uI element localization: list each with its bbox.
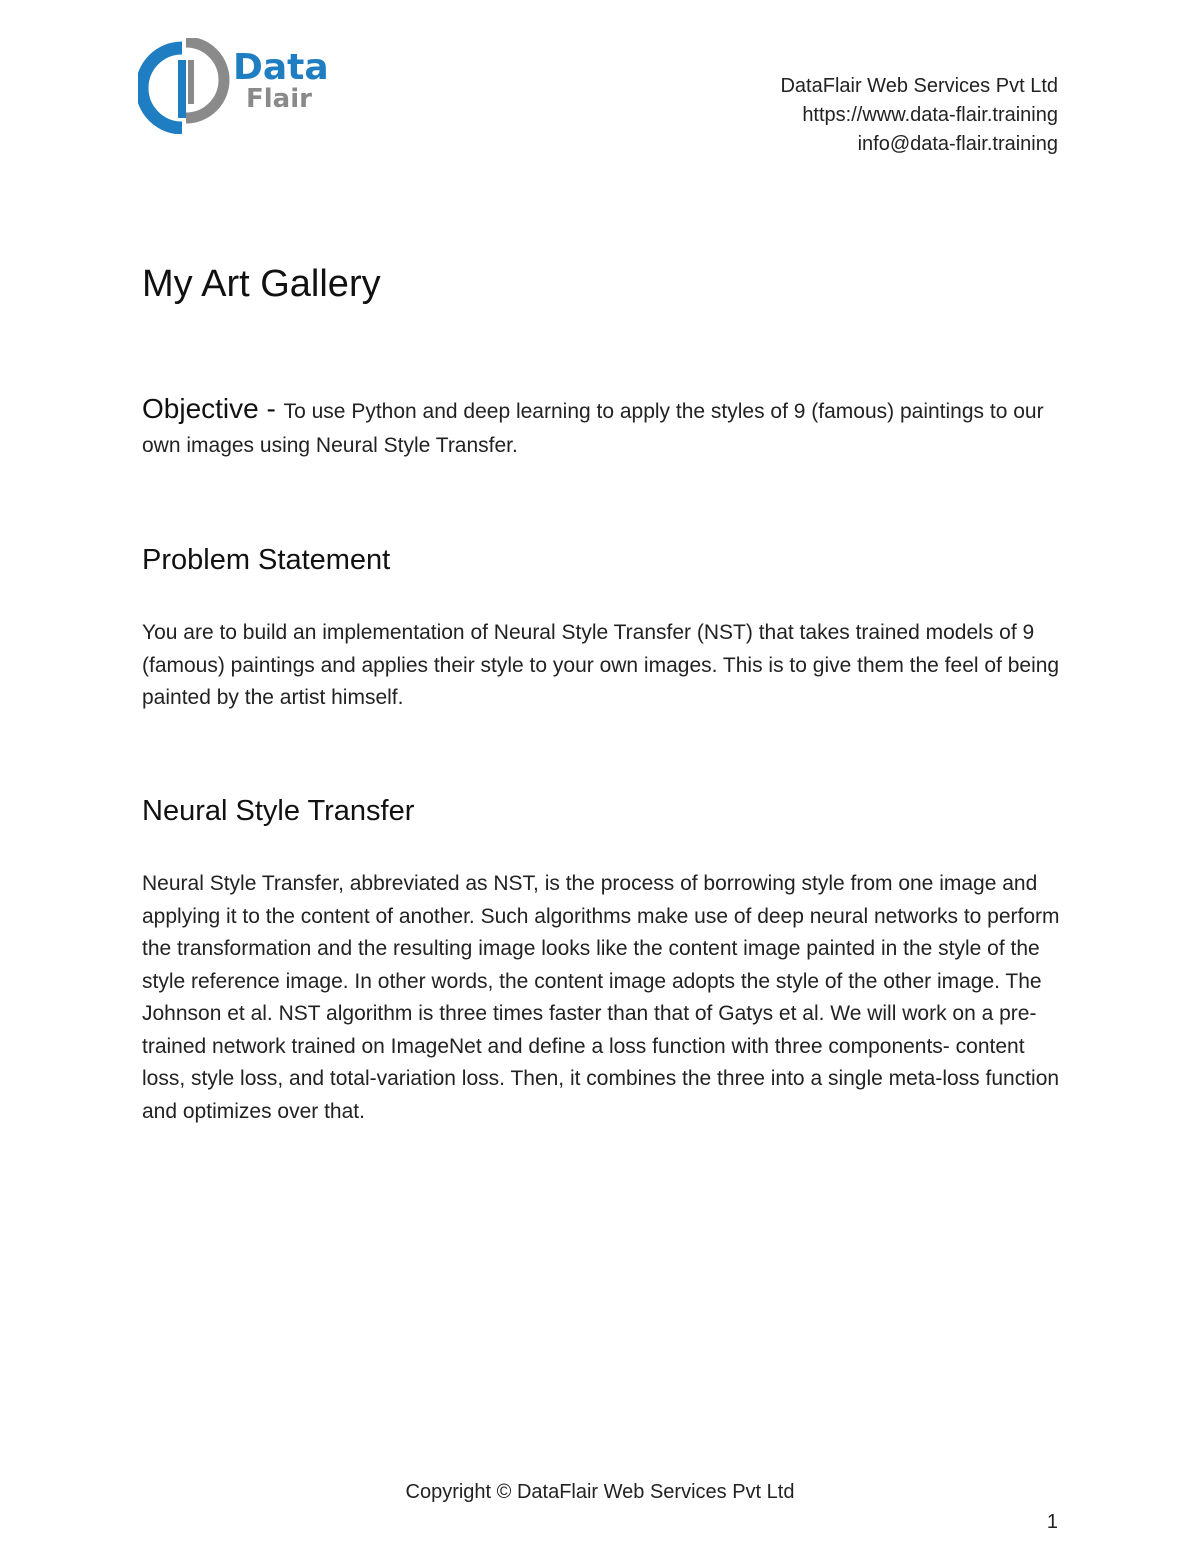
logo-text-data: Data	[233, 47, 329, 88]
dataflair-logo	[138, 38, 338, 134]
problem-statement-body: You are to build an implementation of Neural Style Transfer (NST) that takes trained models of 9 (famous) paintings and applies their style to your own images. This is to give them the feel of being painted by the artist himself.	[142, 621, 1060, 709]
company-email-link[interactable]: info@data-flair.training	[857, 133, 1058, 155]
objective-paragraph	[142, 392, 1062, 463]
nst-body: Neural Style Transfer, abbreviated as NST, is the process of borrowing style from one image and applying it to the content of another. Such algorithms make use of deep neural networks to perform the transformation and the resulting image looks like the content image painted in the style of the style reference image. In other words, the content image adopts the style of the other image. The Johnson et al. NST algorithm is three times faster than that of Gatys et al. We will work on a pre-trained network trained on ImageNet and define a loss function with three components- content loss, style loss, and total-variation loss. Then, it combines the three into a single meta-loss function and optimizes over that.	[142, 872, 1060, 1123]
objective-text: To use Python and deep learning to apply the styles of 9 (famous) paintings to our own images using Neural Style Transfer.	[142, 400, 1044, 457]
company-website-link[interactable]: https://www.data-flair.training	[802, 104, 1058, 126]
objective-label: Objective -	[142, 393, 284, 424]
page-number: 1	[1046, 1511, 1058, 1533]
company-name: DataFlair Web Services Pvt Ltd	[780, 75, 1058, 97]
page-title: My Art Gallery	[142, 263, 381, 305]
company-info	[780, 72, 1058, 159]
footer-copyright: Copyright © DataFlair Web Services Pvt Ltd	[405, 1481, 795, 1503]
nst-heading: Neural Style Transfer	[142, 795, 415, 827]
logo-text-flair: Flair	[246, 84, 312, 114]
problem-statement-heading: Problem Statement	[142, 544, 391, 576]
